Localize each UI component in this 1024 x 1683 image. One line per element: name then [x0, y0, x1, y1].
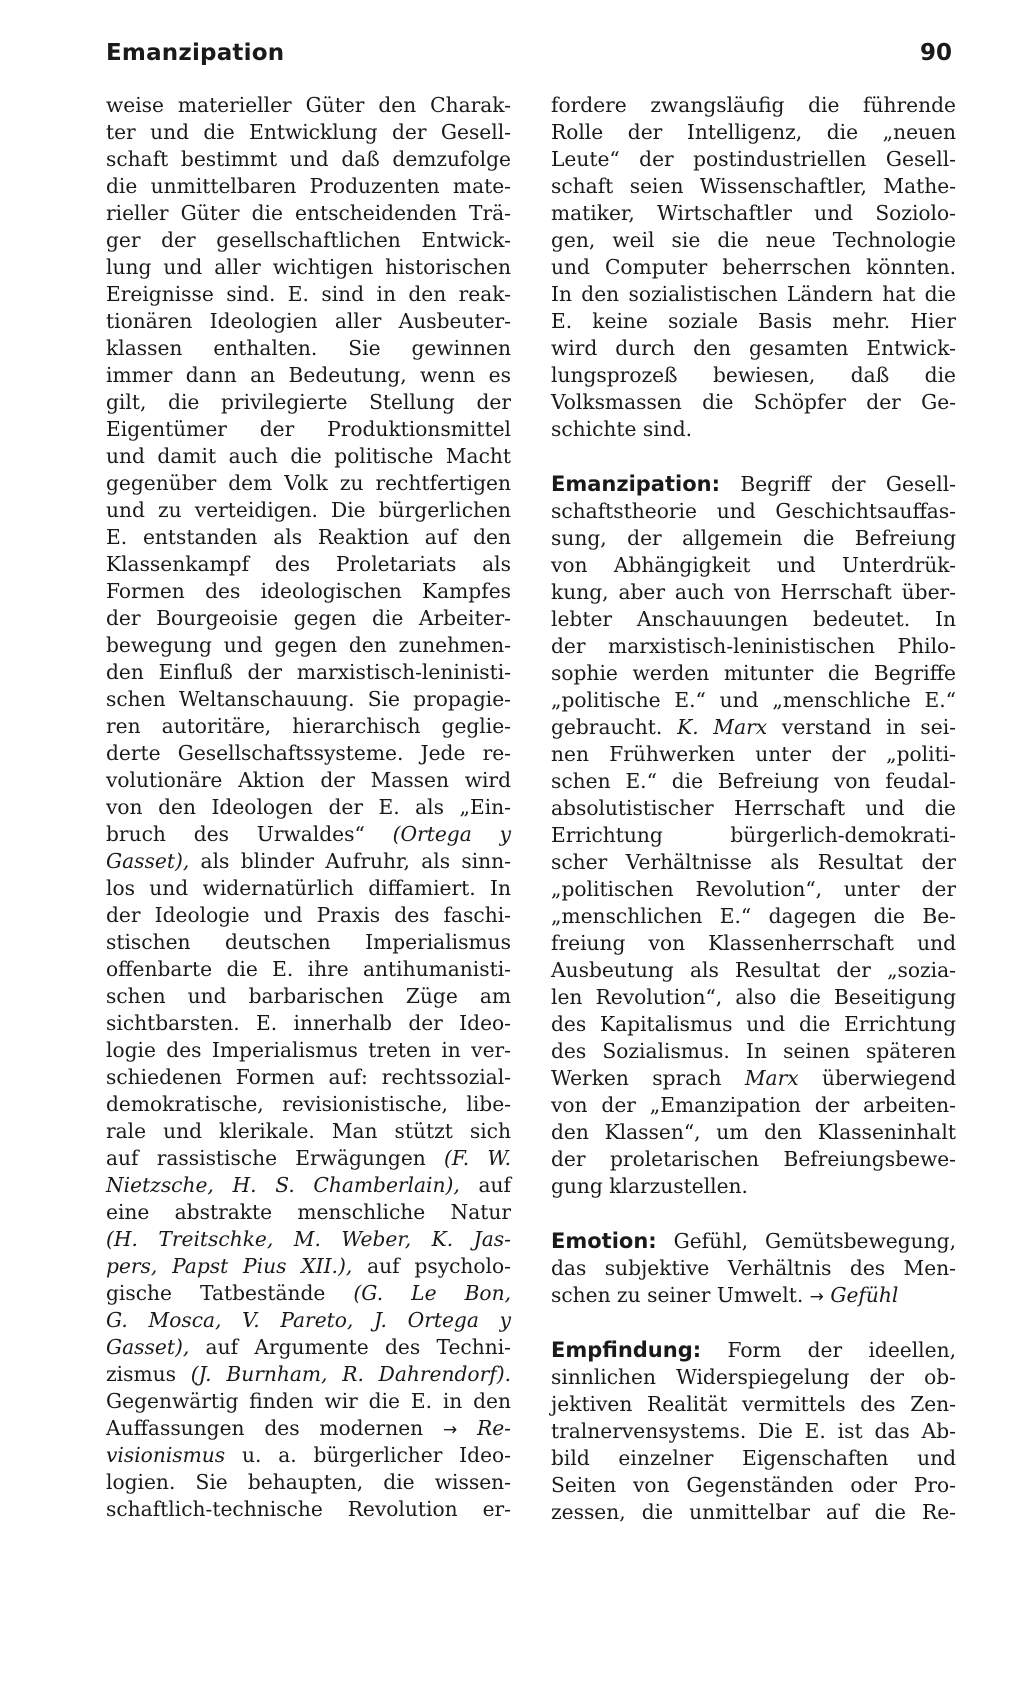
text-segment: E. entstanden als Reaktion auf den [106, 525, 511, 549]
text-segment: schen und barbarischen Züge am [106, 984, 511, 1008]
text-line [551, 768, 956, 795]
text-segment: E. keine soziale Basis mehr. Hier [551, 309, 956, 333]
text-segment: der Ideologie und Praxis des faschi- [106, 903, 511, 927]
right-column [551, 92, 956, 1526]
text-segment: bruch des Urwaldes“ [106, 822, 393, 846]
text-line [551, 1038, 956, 1065]
text-segment: den Klassen“, um den Klasseninhalt [551, 1120, 956, 1144]
text-line [551, 741, 956, 768]
text-line [106, 1199, 511, 1226]
text-line [551, 200, 956, 227]
text-line [106, 794, 511, 821]
text-line [551, 687, 956, 714]
text-line [106, 281, 511, 308]
text-line [551, 579, 956, 606]
text-segment: von der „Emanzipation der arbeiten- [551, 1093, 956, 1117]
text-line [551, 552, 956, 579]
text-segment: lung und aller wichtigen historischen [106, 255, 511, 279]
text-line [551, 1364, 956, 1391]
text-line [551, 1255, 956, 1282]
text-segment [457, 1416, 477, 1440]
text-segment: los und widernatürlich diffamiert. In [106, 876, 511, 900]
text-segment: Gefühl, Gemütsbewegung, [656, 1229, 956, 1253]
text-segment: G. Mosca, V. Pareto, J. Ortega y [106, 1308, 511, 1332]
text-segment: volutionäre Aktion der Massen wird [106, 768, 511, 792]
text-segment: Form der ideellen, [701, 1338, 956, 1362]
text-line [551, 227, 956, 254]
text-segment: len Revolution“, also die Beseitigung [551, 985, 956, 1009]
text-segment: Seiten von Gegenständen oder Pro- [551, 1473, 956, 1497]
text-line [106, 983, 511, 1010]
text-line [106, 1172, 511, 1199]
text-line [551, 1445, 956, 1472]
text-line [106, 119, 511, 146]
text-line [551, 281, 956, 308]
text-line [106, 1415, 511, 1442]
entry-headword: Emanzipation: [551, 472, 720, 496]
text-segment: und zu verteidigen. Die bürgerlichen [106, 498, 511, 522]
text-line [106, 740, 511, 767]
text-line [551, 876, 956, 903]
left-column [106, 92, 511, 1523]
text-line [551, 173, 956, 200]
text-line [106, 551, 511, 578]
text-segment: jektiven Realität vermittels des Zen- [551, 1392, 956, 1416]
text-line [551, 119, 956, 146]
text-segment: verstand in sei- [767, 715, 956, 739]
text-segment: „menschlichen E.“ dagegen die Be- [551, 904, 956, 928]
text-line [106, 902, 511, 929]
text-line [551, 1228, 956, 1255]
text-segment: Volksmassen die Schöpfer der Ge- [551, 390, 956, 414]
text-line [106, 605, 511, 632]
text-segment: schaft seien Wissenschaftler, Mathe- [551, 174, 956, 198]
text-line [106, 470, 511, 497]
text-segment: sophie werden mitunter die Begriffe [551, 661, 956, 685]
text-line [106, 308, 511, 335]
text-segment: den Einfluß der marxistisch-leninisti- [106, 660, 511, 684]
text-line [106, 929, 511, 956]
text-segment: wird durch den gesamten Entwick- [551, 336, 956, 360]
text-segment: (G. Le Bon, [353, 1281, 512, 1305]
text-line [106, 362, 511, 389]
text-segment: Ausbeutung als Resultat der „sozia- [551, 958, 956, 982]
text-segment: Klassenkampf des Proletariats als [106, 552, 511, 576]
text-segment: scher Verhältnisse als Resultat der [551, 850, 956, 874]
text-line [551, 957, 956, 984]
text-segment: der marxistisch-leninistischen Philo- [551, 634, 956, 658]
text-segment: des Sozialismus. In seinen späteren [551, 1039, 956, 1063]
text-line [551, 416, 956, 443]
text-segment: rale und klerikale. Man stützt sich [106, 1119, 511, 1143]
text-segment: auf rassistische Erwägungen [106, 1146, 444, 1170]
text-segment: ger der gesellschaftlichen Entwick- [106, 228, 511, 252]
text-line [106, 389, 511, 416]
text-line [106, 1280, 511, 1307]
text-line [106, 227, 511, 254]
text-segment: ter und die Entwicklung der Gesell- [106, 120, 511, 144]
text-segment: logie des Imperialismus treten in ver- [106, 1038, 511, 1062]
text-segment: In den sozialistischen Ländern hat die [551, 282, 956, 306]
text-line [551, 849, 956, 876]
text-line [106, 1145, 511, 1172]
text-segment: schen E.“ die Befreiung von feudal- [551, 769, 956, 793]
text-line [106, 1442, 511, 1469]
entry-headword: Emotion: [551, 1229, 657, 1253]
text-segment: Werken sprach [551, 1066, 745, 1090]
text-line [551, 1418, 956, 1445]
text-line [551, 335, 956, 362]
text-segment: sichtbarsten. E. innerhalb der Ideo- [106, 1011, 511, 1035]
text-segment: schaftstheorie und Geschichtsauffas- [551, 499, 956, 523]
text-segment: ren autoritäre, hierarchisch geglie- [106, 714, 511, 738]
text-line [551, 984, 956, 1011]
text-segment: schen Weltanschauung. Sie propagie- [106, 687, 511, 711]
text-line [106, 713, 511, 740]
running-head: Emanzipation [106, 40, 285, 66]
text-segment: lungsprozeß bewiesen, daß die [551, 363, 956, 387]
text-segment: schichte sind. [551, 417, 693, 441]
text-segment: schiedenen Formen auf: rechtssozial- [106, 1065, 511, 1089]
text-segment: gebraucht. [551, 715, 678, 739]
text-line [106, 1010, 511, 1037]
text-line [106, 821, 511, 848]
text-segment: immer dann an Bedeutung, wenn es [106, 363, 511, 387]
text-line [106, 956, 511, 983]
text-segment: rieller Güter die entscheidenden Trä- [106, 201, 511, 225]
text-line [106, 146, 511, 173]
text-segment: (H. Treitschke, M. Weber, K. Jas- [106, 1227, 511, 1251]
text-segment: gegenüber dem Volk zu rechtfertigen [106, 471, 511, 495]
entry-separator [551, 1200, 956, 1228]
text-line [106, 1037, 511, 1064]
text-line [106, 686, 511, 713]
text-line [106, 578, 511, 605]
text-segment: klassen enthalten. Sie gewinnen [106, 336, 511, 360]
text-segment: freiung von Klassenherrschaft und [551, 931, 956, 955]
text-line [551, 633, 956, 660]
text-segment: auf [459, 1173, 511, 1197]
text-line [551, 92, 956, 119]
text-line [106, 1064, 511, 1091]
text-line [551, 903, 956, 930]
text-line [551, 660, 956, 687]
text-segment: zessen, die unmittelbar auf die Re- [551, 1500, 956, 1524]
text-segment: Gefühl [830, 1283, 899, 1307]
text-segment: offenbarte die E. ihre antihumanisti- [106, 957, 511, 981]
text-segment: überwiegend [798, 1066, 956, 1090]
text-segment: Gasset), [106, 849, 190, 873]
text-line [551, 525, 956, 552]
text-line [551, 930, 956, 957]
text-segment: sung, der allgemein die Befreiung [551, 526, 956, 550]
text-line [551, 1282, 956, 1309]
text-segment: (J. Burnham, R. Dahrendorf). [190, 1362, 511, 1386]
text-segment: als blinder Aufruhr, als sinn- [189, 849, 511, 873]
text-segment: auf psycholo- [352, 1254, 511, 1278]
text-line [106, 443, 511, 470]
text-segment: Eigentümer der Produktionsmittel [106, 417, 511, 441]
text-segment: Ereignisse sind. E. sind in den reak- [106, 282, 511, 306]
text-line [106, 848, 511, 875]
text-segment: schen zu seiner Umwelt. [551, 1283, 810, 1307]
text-segment: visionismus [106, 1443, 226, 1467]
text-segment: eine abstrakte menschliche Natur [106, 1200, 511, 1224]
text-line [551, 1391, 956, 1418]
text-line [551, 389, 956, 416]
text-line [551, 1337, 956, 1364]
text-segment: K. Marx [677, 715, 768, 739]
text-segment: sinnlichen Widerspiegelung der ob- [551, 1365, 956, 1389]
text-line [106, 335, 511, 362]
text-line [551, 1092, 956, 1119]
text-line [551, 362, 956, 389]
text-line [551, 1146, 956, 1173]
text-line [551, 1119, 956, 1146]
text-line [551, 1011, 956, 1038]
text-segment: bewegung und gegen den zunehmen- [106, 633, 511, 657]
text-segment: u. a. bürgerlicher Ideo- [225, 1443, 511, 1467]
text-line [106, 659, 511, 686]
text-segment: schaftlich-technische Revolution er- [106, 1497, 511, 1521]
text-segment: Gasset), [106, 1335, 190, 1359]
text-segment: gische Tatbestände [106, 1281, 354, 1305]
text-segment: Nietzsche, H. S. Chamberlain), [106, 1173, 460, 1197]
page-number: 90 [919, 40, 952, 66]
text-segment: Leute“ der postindustriellen Gesell- [551, 147, 956, 171]
text-line [106, 1496, 511, 1523]
text-line [106, 1253, 511, 1280]
text-segment: tralnervensystems. Die E. ist das Ab- [551, 1419, 956, 1443]
text-line [106, 200, 511, 227]
text-line [106, 1388, 511, 1415]
text-segment: tionären Ideologien aller Ausbeuter- [106, 309, 511, 333]
text-segment: Formen des ideologischen Kampfes [106, 579, 511, 603]
text-line [106, 1469, 511, 1496]
text-segment: bild einzelner Eigenschaften und [551, 1446, 956, 1470]
text-line [551, 1472, 956, 1499]
text-segment: weise materieller Güter den Charak- [106, 93, 511, 117]
text-segment: stischen deutschen Imperialismus [106, 930, 511, 954]
text-line [106, 92, 511, 119]
text-segment: Gegenwärtig finden wir die E. in den [106, 1389, 511, 1413]
text-line [106, 416, 511, 443]
text-segment: derte Gesellschaftssysteme. Jede re- [106, 741, 511, 765]
text-line [106, 767, 511, 794]
text-line [551, 471, 956, 498]
text-segment: demokratische, revisionistische, libe- [106, 1092, 511, 1116]
text-line [106, 1091, 511, 1118]
text-line [106, 1226, 511, 1253]
text-segment: gen, weil sie die neue Technologie [551, 228, 956, 252]
text-line [551, 606, 956, 633]
text-segment: Auffassungen des modernen [106, 1416, 443, 1440]
text-line [551, 1499, 956, 1526]
text-segment: „politischen Revolution“, unter der [551, 877, 956, 901]
text-segment: „politische E.“ und „menschliche E.“ [551, 688, 956, 712]
text-line [106, 1361, 511, 1388]
text-segment: von den Ideologen der E. als „Ein- [106, 795, 511, 819]
text-segment: pers, Papst Pius XII.), [106, 1254, 353, 1278]
text-line [106, 173, 511, 200]
text-line [106, 1334, 511, 1361]
text-segment: das subjektive Verhältnis des Men- [551, 1256, 956, 1280]
text-segment: gung klarzustellen. [551, 1174, 748, 1198]
text-segment: schaft bestimmt und daß demzufolge [106, 147, 511, 171]
text-line [551, 1173, 956, 1200]
text-segment: matiker, Wirtschaftler und Soziolo- [551, 201, 956, 225]
text-segment: Begriff der Gesell- [719, 472, 956, 496]
entry-separator [551, 443, 956, 471]
text-segment: der proletarischen Befreiungsbewe- [551, 1147, 956, 1171]
text-line [551, 795, 956, 822]
cross-reference-arrow-icon: → [809, 1287, 824, 1307]
text-line [551, 146, 956, 173]
text-segment: fordere zwangsläufig die führende [551, 93, 956, 117]
text-line [106, 1118, 511, 1145]
text-segment: Errichtung bürgerlich-demokrati- [551, 823, 956, 847]
text-segment: kung, aber auch von Herrschaft über- [551, 580, 956, 604]
entry-headword: Empfindung: [551, 1338, 702, 1362]
text-segment: Marx [744, 1066, 799, 1090]
text-segment: auf Argumente des Techni- [189, 1335, 511, 1359]
text-segment: der Bourgeoisie gegen die Arbeiter- [106, 606, 511, 630]
text-segment: Re- [477, 1416, 511, 1440]
text-segment: und damit auch die politische Macht [106, 444, 511, 468]
text-segment: die unmittelbaren Produzenten mate- [106, 174, 511, 198]
entry-separator [551, 1309, 956, 1337]
text-line [551, 1065, 956, 1092]
text-segment: (Ortega y [392, 822, 511, 846]
text-segment: und Computer beherrschen könnten. [551, 255, 956, 279]
text-segment: gilt, die privilegierte Stellung der [106, 390, 511, 414]
text-segment: logien. Sie behaupten, die wissen- [106, 1470, 511, 1494]
text-line [106, 632, 511, 659]
text-line [106, 1307, 511, 1334]
text-segment: nen Frühwerken unter der „politi- [551, 742, 956, 766]
text-segment: Rolle der Intelligenz, die „neuen [551, 120, 956, 144]
text-line [106, 497, 511, 524]
text-line [551, 714, 956, 741]
text-line [551, 498, 956, 525]
text-line [106, 254, 511, 281]
text-line [551, 822, 956, 849]
text-line [106, 524, 511, 551]
text-segment: absolutistischer Herrschaft und die [551, 796, 956, 820]
text-segment: von Abhängigkeit und Unterdrük- [551, 553, 956, 577]
text-segment: zismus [106, 1362, 191, 1386]
text-segment: lebter Anschauungen bedeutet. In [551, 607, 956, 631]
text-line [106, 875, 511, 902]
text-segment: des Kapitalismus und die Errichtung [551, 1012, 956, 1036]
cross-reference-arrow-icon: → [442, 1420, 458, 1440]
text-line [551, 308, 956, 335]
text-segment: (F. W. [444, 1146, 511, 1170]
text-line [551, 254, 956, 281]
